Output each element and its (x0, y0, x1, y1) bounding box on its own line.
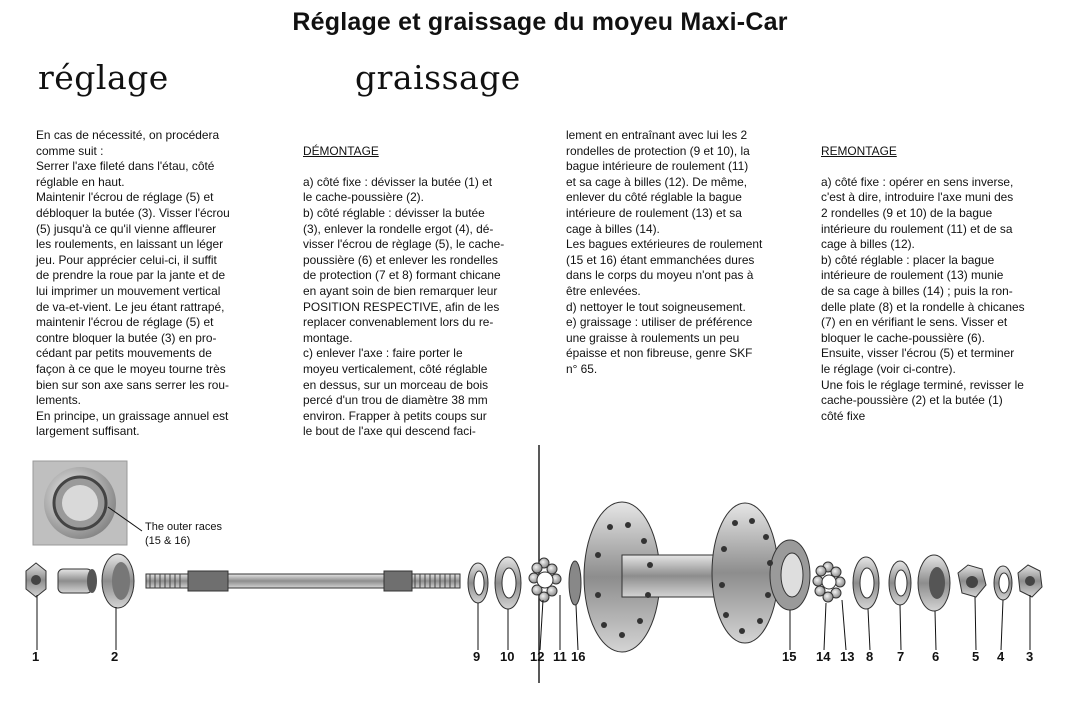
heading-reglage: réglage (38, 58, 169, 97)
hub-body (569, 502, 810, 652)
part-label-6: 6 (932, 649, 940, 664)
part-label-14: 14 (816, 649, 831, 664)
part-label-4: 4 (997, 649, 1005, 664)
inset-caption: The outer races (15 & 16) (145, 521, 223, 547)
part-label-9: 9 (473, 649, 481, 664)
remontage-text: a) côté fixe : opérer en sens inverse, c'est à dire, introduire l'axe muni des 2 rondelles (9 et 10) de la bague intérieure du roulement (11) et de sa cage à billes (12). b) côté réglable : placer la bague intérieure de roulement (13) munie de sa cage à billes (14) ; puis la ron- delle plate (8) et la rondelle à chicanes (7) en en vérifiant le sens. Visser et bloquer le cache-poussière (6). Ensuite, visser l'écrou (5) et terminer le réglage (voir ci-contre). Une fois le réglage terminé, revisser le cache-poussière (2) et la butée (1) côté fixe (821, 174, 1025, 423)
demontage-column (303, 128, 543, 440)
remontage-label: REMONTAGE (821, 143, 897, 158)
part-label-11: 11 (553, 649, 567, 664)
demontage-label: DÉMONTAGE (303, 143, 379, 158)
outer-race-inset (33, 461, 142, 545)
part-label-3: 3 (1026, 649, 1034, 664)
demontage-text: a) côté fixe : dévisser la butée (1) et le cache-poussière (2). b) côté réglable : dévisser la butée (3), enlever la rondelle ergot (4), dé- visser l'écrou de règlage (5), le cache- poussière (6) et enlever les rondelles de protection (7 et 8) formant chicane en ayant soin de bien remarquer leur POSITION RESPECTIVE, afin de les replacer convenablement lors du re- montage. c) enlever l'axe : faire porter le moyeu verticalement, côté réglable en dessus, sur un morceau de bois percé d'un trou de diamètre 38 mm environ. Frapper à petits coups sur le bout de l'axe qui descend faci- (303, 174, 505, 439)
reglage-paragraph: En cas de nécessité, on procédera comme suit : Serrer l'axe fileté dans l'étau, côté réglable en haut. Maintenir l'écrou de réglage (5) et débloquer la butée (3). Visser l'écrou (5) jusqu'à ce qu'il vienne affleurer les roulements, en laissant un léger jeu. Pour apprécier celui-ci, il suffit de prendre la roue par la jante et de lui imprimer un mouvement vertical de va-et-vient. Le jeu étant rattrapé, maintenir l'écrou de réglage (5) et contre bloquer la butée (3) en pro- cédant par petits mouvements de façon à ce que le moyeu tourne très bien sur son axe sans serrer les rou- lements. En principe, un graissage annuel est largement suffisant. (36, 128, 230, 439)
exploded-hub-diagram (0, 445, 1080, 703)
part-label-2: 2 (111, 649, 119, 664)
remontage-column (821, 128, 1059, 424)
page-title: Réglage et graissage du moyeu Maxi-Car (292, 8, 788, 36)
part-label-16: 16 (571, 649, 586, 664)
part-label-7: 7 (897, 649, 905, 664)
part-label-12: 12 (530, 649, 545, 664)
part-label-13: 13 (840, 649, 855, 664)
hub-parts-illustration (0, 445, 1080, 703)
part-label-5: 5 (972, 649, 980, 664)
part-label-1: 1 (32, 649, 40, 664)
part-label-8: 8 (866, 649, 874, 664)
part-label-10: 10 (500, 649, 515, 664)
graissage-continued-text: lement en entraînant avec lui les 2 rondelles de protection (9 et 10), la bague intérieure de roulement (11) et sa cage à billes (12). De même, enlever du côté réglable la bague intérieure de roulement (13) et sa cage à billes (14). Les bagues extérieures de roulement (15 et 16) étant emmanchées dures dans le corps du moyeu n'ont pas à être enlevées. d) nettoyer le tout soigneusement. e) graissage : utiliser de préférence une graisse à roulements un peu épaisse et non fibreuse, genre SKF n° 65. (566, 128, 763, 376)
part-label-15: 15 (782, 649, 797, 664)
heading-graissage: graissage (355, 58, 521, 97)
